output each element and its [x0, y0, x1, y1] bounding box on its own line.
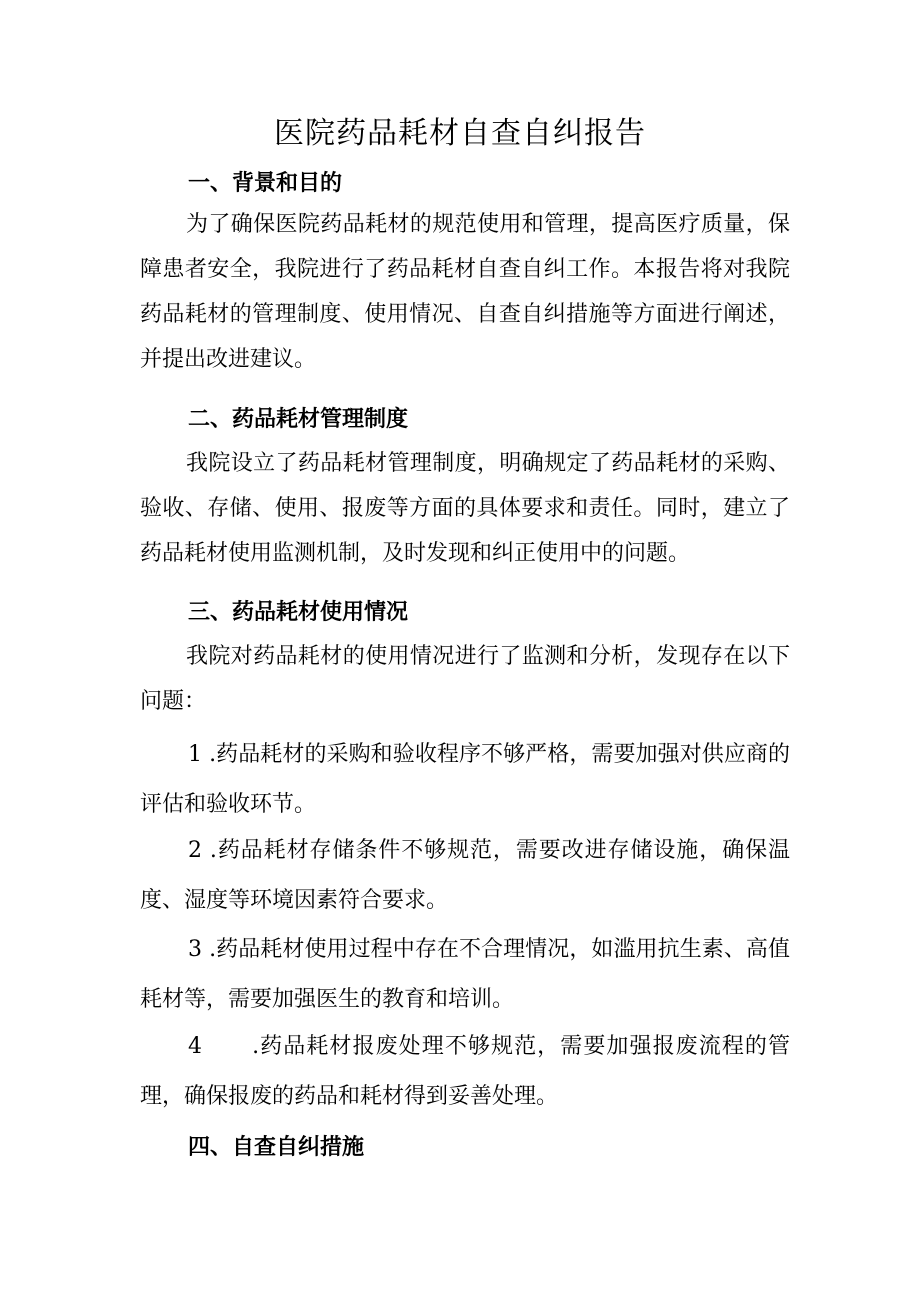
list-item-text: .药品耗材存储条件不够规范，需要改进存储设施，确保温度、湿度等环境因素符合要求。 [140, 838, 790, 913]
list-item-text: .药品耗材报废处理不够规范，需要加强报废流程的管理，确保报废的药品和耗材得到妥善处理。 [140, 1034, 790, 1109]
list-item [140, 1022, 790, 1122]
paragraph-management: 我院设立了药品耗材管理制度，明确规定了药品耗材的采购、验收、存储、使用、报废等方面的具体要求和责任。同时，建立了药品耗材使用监测机制，及时发现和纠正使用中的问题。 [140, 451, 790, 566]
list-item [140, 925, 790, 1025]
section-heading-usage: 三、药品耗材使用情况 [188, 600, 409, 625]
paragraph-usage: 我院对药品耗材的使用情况进行了监测和分析，发现存在以下问题： [140, 644, 790, 714]
list-item-text: .药品耗材使用过程中存在不合理情况，如滥用抗生素、高值耗材等，需要加强医生的教育和培训。 [140, 937, 790, 1012]
section-heading-background: 一、背景和目的 [188, 171, 343, 196]
section-heading-measures: 四、自查自纠措施 [188, 1135, 365, 1160]
page-title: 医院药品耗材自查自纠报告 [274, 116, 646, 151]
paragraph-background: 为了确保医院药品耗材的规范使用和管理，提高医疗质量，保障患者安全，我院进行了药品耗材自查自纠工作。本报告将对我院药品耗材的管理制度、使用情况、自查自纠措施等方面进行阐述，并提出改进建议。 [140, 212, 790, 372]
list-item [140, 826, 790, 926]
list-item [140, 730, 790, 830]
list-item-text: .药品耗材的采购和验收程序不够严格，需要加强对供应商的评估和验收环节。 [140, 742, 790, 817]
list-item-number: 3 [188, 937, 202, 962]
section-heading-management: 二、药品耗材管理制度 [188, 407, 409, 432]
list-item-number: 1 [188, 742, 202, 767]
list-item-number: 2 [188, 838, 202, 863]
list-item-number: 4 [188, 1034, 202, 1059]
